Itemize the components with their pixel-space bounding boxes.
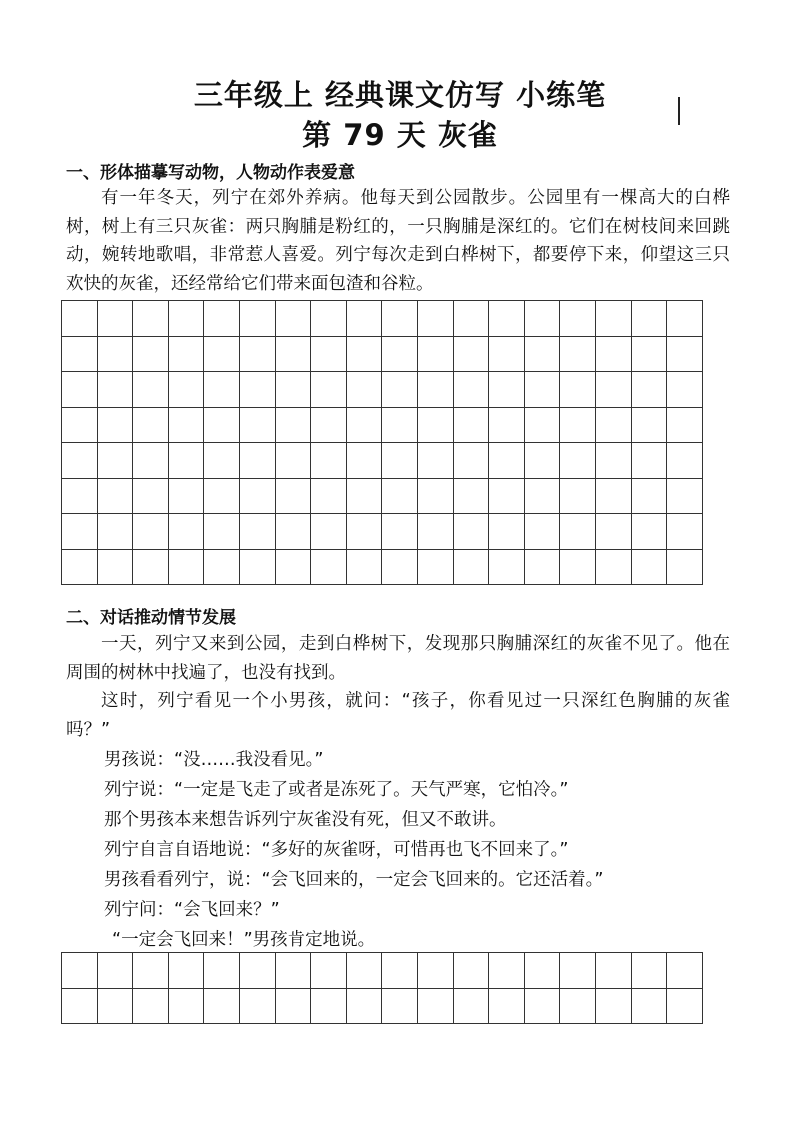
grid-cell[interactable] xyxy=(97,301,133,337)
grid-cell[interactable] xyxy=(346,336,382,372)
grid-cell[interactable] xyxy=(489,372,525,408)
grid-cell[interactable] xyxy=(489,549,525,585)
grid-cell[interactable] xyxy=(311,407,347,443)
grid-cell[interactable] xyxy=(417,301,453,337)
grid-cell[interactable] xyxy=(168,988,204,1024)
grid-cell[interactable] xyxy=(133,478,169,514)
grid-cell[interactable] xyxy=(382,443,418,479)
grid-cell[interactable] xyxy=(275,407,311,443)
grid-cell[interactable] xyxy=(62,443,98,479)
grid-cell[interactable] xyxy=(595,478,631,514)
grid-cell[interactable] xyxy=(168,443,204,479)
grid-row xyxy=(62,407,703,443)
grid-cell[interactable] xyxy=(560,443,596,479)
grid-cell[interactable] xyxy=(382,301,418,337)
grid-cell[interactable] xyxy=(417,953,453,989)
grid-cell[interactable] xyxy=(489,953,525,989)
grid-cell[interactable] xyxy=(239,443,275,479)
grid-cell[interactable] xyxy=(97,336,133,372)
grid-cell[interactable] xyxy=(133,514,169,550)
section1-heading: 一、形体描摹写动物，人物动作表爱意 xyxy=(66,163,355,183)
dialogue-line: “一定会飞回来！”男孩肯定地说。 xyxy=(112,930,376,950)
grid-cell[interactable] xyxy=(595,336,631,372)
grid-cell[interactable] xyxy=(667,478,703,514)
grid-cell[interactable] xyxy=(489,443,525,479)
grid-cell[interactable] xyxy=(168,301,204,337)
grid-cell[interactable] xyxy=(204,336,240,372)
grid-cell[interactable] xyxy=(631,372,667,408)
writing-grid-1[interactable] xyxy=(61,300,703,585)
grid-row xyxy=(62,372,703,408)
grid-cell[interactable] xyxy=(524,407,560,443)
grid-cell[interactable] xyxy=(417,372,453,408)
grid-cell[interactable] xyxy=(311,953,347,989)
grid-cell[interactable] xyxy=(560,372,596,408)
grid-cell[interactable] xyxy=(382,407,418,443)
grid-cell[interactable] xyxy=(346,953,382,989)
grid-cell[interactable] xyxy=(667,549,703,585)
grid-cell[interactable] xyxy=(275,301,311,337)
grid-cell[interactable] xyxy=(382,988,418,1024)
grid-cell[interactable] xyxy=(631,443,667,479)
grid-cell[interactable] xyxy=(311,443,347,479)
grid-cell[interactable] xyxy=(204,549,240,585)
dialogue-line: 男孩看看列宁，说：“会飞回来的，一定会飞回来的。它还活着。” xyxy=(104,870,604,890)
grid-cell[interactable] xyxy=(239,372,275,408)
grid-cell[interactable] xyxy=(631,988,667,1024)
grid-cell[interactable] xyxy=(97,372,133,408)
grid-cell[interactable] xyxy=(382,478,418,514)
grid-cell[interactable] xyxy=(453,336,489,372)
grid-cell[interactable] xyxy=(595,953,631,989)
grid-cell[interactable] xyxy=(595,443,631,479)
grid-cell[interactable] xyxy=(524,301,560,337)
grid-row xyxy=(62,443,703,479)
grid-cell[interactable] xyxy=(667,514,703,550)
grid-cell[interactable] xyxy=(168,478,204,514)
grid-cell[interactable] xyxy=(453,953,489,989)
grid-cell[interactable] xyxy=(631,478,667,514)
grid-cell[interactable] xyxy=(346,514,382,550)
writing-grid-2[interactable] xyxy=(61,952,703,1024)
grid-cell[interactable] xyxy=(204,407,240,443)
grid-cell[interactable] xyxy=(524,549,560,585)
grid-cell[interactable] xyxy=(62,549,98,585)
grid-cell[interactable] xyxy=(346,407,382,443)
grid-cell[interactable] xyxy=(489,514,525,550)
grid-cell[interactable] xyxy=(631,549,667,585)
grid-cell[interactable] xyxy=(667,988,703,1024)
grid-cell[interactable] xyxy=(453,988,489,1024)
day-lesson-title: 第 79 天 灰雀 xyxy=(302,118,498,152)
grid-cell[interactable] xyxy=(667,301,703,337)
grid-cell[interactable] xyxy=(417,478,453,514)
grid-cell[interactable] xyxy=(524,478,560,514)
grid-cell[interactable] xyxy=(311,336,347,372)
grid-cell[interactable] xyxy=(239,336,275,372)
grid-cell[interactable] xyxy=(560,301,596,337)
grid-cell[interactable] xyxy=(204,953,240,989)
grid-cell[interactable] xyxy=(346,443,382,479)
grid-cell[interactable] xyxy=(382,336,418,372)
grid-cell[interactable] xyxy=(382,514,418,550)
grid-cell[interactable] xyxy=(311,988,347,1024)
grid-cell[interactable] xyxy=(62,478,98,514)
grid-cell[interactable] xyxy=(453,443,489,479)
grid-cell[interactable] xyxy=(417,443,453,479)
grid-cell[interactable] xyxy=(489,407,525,443)
grid-cell[interactable] xyxy=(239,953,275,989)
grid-cell[interactable] xyxy=(168,336,204,372)
section2-paragraph-1: 一天，列宁又来到公园，走到白桦树下，发现那只胸脯深红的灰雀不见了。他在周围的树林中找遍了，也没有找到。 xyxy=(66,634,730,683)
grid-cell[interactable] xyxy=(133,336,169,372)
grid-cell[interactable] xyxy=(524,336,560,372)
grid-cell[interactable] xyxy=(667,407,703,443)
grid-cell[interactable] xyxy=(97,443,133,479)
grid-cell[interactable] xyxy=(62,988,98,1024)
grid-cell[interactable] xyxy=(311,372,347,408)
grid-cell[interactable] xyxy=(524,953,560,989)
grid-cell[interactable] xyxy=(382,953,418,989)
grid-cell[interactable] xyxy=(133,953,169,989)
dialogue-line: 那个男孩本来想告诉列宁灰雀没有死，但又不敢讲。 xyxy=(104,810,507,830)
grid-cell[interactable] xyxy=(346,301,382,337)
grid-cell[interactable] xyxy=(560,407,596,443)
grid-cell[interactable] xyxy=(239,301,275,337)
grid-cell[interactable] xyxy=(453,514,489,550)
grid-cell[interactable] xyxy=(62,336,98,372)
grid-row xyxy=(62,336,703,372)
grid-cell[interactable] xyxy=(382,549,418,585)
grid-cell[interactable] xyxy=(453,407,489,443)
grid-cell[interactable] xyxy=(204,514,240,550)
grid-cell[interactable] xyxy=(97,988,133,1024)
grid-cell[interactable] xyxy=(239,478,275,514)
grid-cell[interactable] xyxy=(346,988,382,1024)
grid-cell[interactable] xyxy=(453,549,489,585)
grid-cell[interactable] xyxy=(595,549,631,585)
grid-cell[interactable] xyxy=(62,372,98,408)
grid-row xyxy=(62,953,703,989)
grid-cell[interactable] xyxy=(97,953,133,989)
grid-cell[interactable] xyxy=(62,407,98,443)
grid-cell[interactable] xyxy=(489,301,525,337)
grid-cell[interactable] xyxy=(489,988,525,1024)
grid-row xyxy=(62,549,703,585)
grid-cell[interactable] xyxy=(133,988,169,1024)
grid-cell[interactable] xyxy=(275,372,311,408)
grid-cell[interactable] xyxy=(204,988,240,1024)
grid-cell[interactable] xyxy=(667,953,703,989)
grid-cell[interactable] xyxy=(204,443,240,479)
grid-cell[interactable] xyxy=(168,407,204,443)
grid-cell[interactable] xyxy=(560,478,596,514)
grid-cell[interactable] xyxy=(239,549,275,585)
grid-cell[interactable] xyxy=(62,301,98,337)
grid-cell[interactable] xyxy=(631,953,667,989)
grid-cell[interactable] xyxy=(346,478,382,514)
grid-cell[interactable] xyxy=(133,549,169,585)
grid-cell[interactable] xyxy=(453,372,489,408)
grid-cell[interactable] xyxy=(417,514,453,550)
grid-cell[interactable] xyxy=(168,514,204,550)
grid-cell[interactable] xyxy=(667,372,703,408)
grid-cell[interactable] xyxy=(239,988,275,1024)
grid-cell[interactable] xyxy=(560,514,596,550)
dialogue-line: 男孩说：“没……我没看见。” xyxy=(104,750,324,770)
grid-cell[interactable] xyxy=(62,514,98,550)
grid-cell[interactable] xyxy=(275,988,311,1024)
grid-cell[interactable] xyxy=(275,443,311,479)
grid-cell[interactable] xyxy=(560,336,596,372)
grid-cell[interactable] xyxy=(524,372,560,408)
grid-cell[interactable] xyxy=(311,478,347,514)
grid-cell[interactable] xyxy=(631,336,667,372)
grid-cell[interactable] xyxy=(382,372,418,408)
grid-cell[interactable] xyxy=(346,372,382,408)
grid-cell[interactable] xyxy=(239,514,275,550)
grid-cell[interactable] xyxy=(275,478,311,514)
grid-cell[interactable] xyxy=(168,372,204,408)
worksheet-title: 三年级上 经典课文仿写 小练笔 xyxy=(193,78,607,112)
grid-cell[interactable] xyxy=(524,988,560,1024)
grid-cell[interactable] xyxy=(595,514,631,550)
grid-cell[interactable] xyxy=(560,549,596,585)
section1-paragraph: 有一年冬天，列宁在郊外养病。他每天到公园散步。公园里有一棵高大的白桦树，树上有三只灰雀：两只胸脯是粉红的，一只胸脯是深红的。它们在树枝间来回跳动，婉转地歌唱，非常惹人喜爱。列宁每次走到白桦树下，都要停下来，仰望这三只欢快的灰雀，还经常给它们带来面包渣和谷粒。 xyxy=(66,188,730,294)
grid-cell[interactable] xyxy=(275,549,311,585)
grid-cell[interactable] xyxy=(524,443,560,479)
grid-cell[interactable] xyxy=(417,407,453,443)
grid-cell[interactable] xyxy=(133,407,169,443)
section2-paragraph-2: 这时，列宁看见一个小男孩，就问：“孩子，你看见过一只深红色胸脯的灰雀吗？” xyxy=(66,691,730,740)
grid-cell[interactable] xyxy=(168,549,204,585)
grid-cell[interactable] xyxy=(204,372,240,408)
grid-cell[interactable] xyxy=(667,443,703,479)
grid-cell[interactable] xyxy=(133,372,169,408)
grid-row xyxy=(62,301,703,337)
section2-heading: 二、对话推动情节发展 xyxy=(66,608,236,628)
grid-cell[interactable] xyxy=(631,301,667,337)
grid-cell[interactable] xyxy=(133,301,169,337)
grid-cell[interactable] xyxy=(595,301,631,337)
grid-row xyxy=(62,514,703,550)
grid-cell[interactable] xyxy=(97,407,133,443)
grid-cell[interactable] xyxy=(417,549,453,585)
grid-cell[interactable] xyxy=(560,953,596,989)
grid-cell[interactable] xyxy=(489,336,525,372)
grid-cell[interactable] xyxy=(417,988,453,1024)
dialogue-line: 列宁说：“一定是飞走了或者是冻死了。天气严寒，它怕冷。” xyxy=(104,780,569,800)
grid-cell[interactable] xyxy=(168,953,204,989)
dialogue-line: 列宁自言自语地说：“多好的灰雀呀，可惜再也飞不回来了。” xyxy=(104,840,569,860)
grid-cell[interactable] xyxy=(97,514,133,550)
grid-cell[interactable] xyxy=(311,514,347,550)
grid-cell[interactable] xyxy=(97,478,133,514)
margin-mark xyxy=(678,97,680,125)
grid-cell[interactable] xyxy=(453,478,489,514)
grid-cell[interactable] xyxy=(595,372,631,408)
dialogue-line: 列宁问：“会飞回来？” xyxy=(104,900,280,920)
grid-cell[interactable] xyxy=(346,549,382,585)
grid-cell[interactable] xyxy=(667,336,703,372)
grid-cell[interactable] xyxy=(62,953,98,989)
grid-cell[interactable] xyxy=(311,301,347,337)
grid-cell[interactable] xyxy=(595,407,631,443)
grid-cell[interactable] xyxy=(239,407,275,443)
grid-cell[interactable] xyxy=(489,478,525,514)
grid-cell[interactable] xyxy=(524,514,560,550)
grid-cell[interactable] xyxy=(204,478,240,514)
grid-cell[interactable] xyxy=(275,514,311,550)
grid-cell[interactable] xyxy=(560,988,596,1024)
grid-cell[interactable] xyxy=(275,336,311,372)
grid-cell[interactable] xyxy=(417,336,453,372)
grid-row xyxy=(62,988,703,1024)
grid-cell[interactable] xyxy=(275,953,311,989)
grid-cell[interactable] xyxy=(97,549,133,585)
grid-cell[interactable] xyxy=(204,301,240,337)
grid-cell[interactable] xyxy=(133,443,169,479)
grid-cell[interactable] xyxy=(453,301,489,337)
grid-cell[interactable] xyxy=(311,549,347,585)
grid-cell[interactable] xyxy=(631,407,667,443)
grid-cell[interactable] xyxy=(595,988,631,1024)
grid-cell[interactable] xyxy=(631,514,667,550)
grid-row xyxy=(62,478,703,514)
